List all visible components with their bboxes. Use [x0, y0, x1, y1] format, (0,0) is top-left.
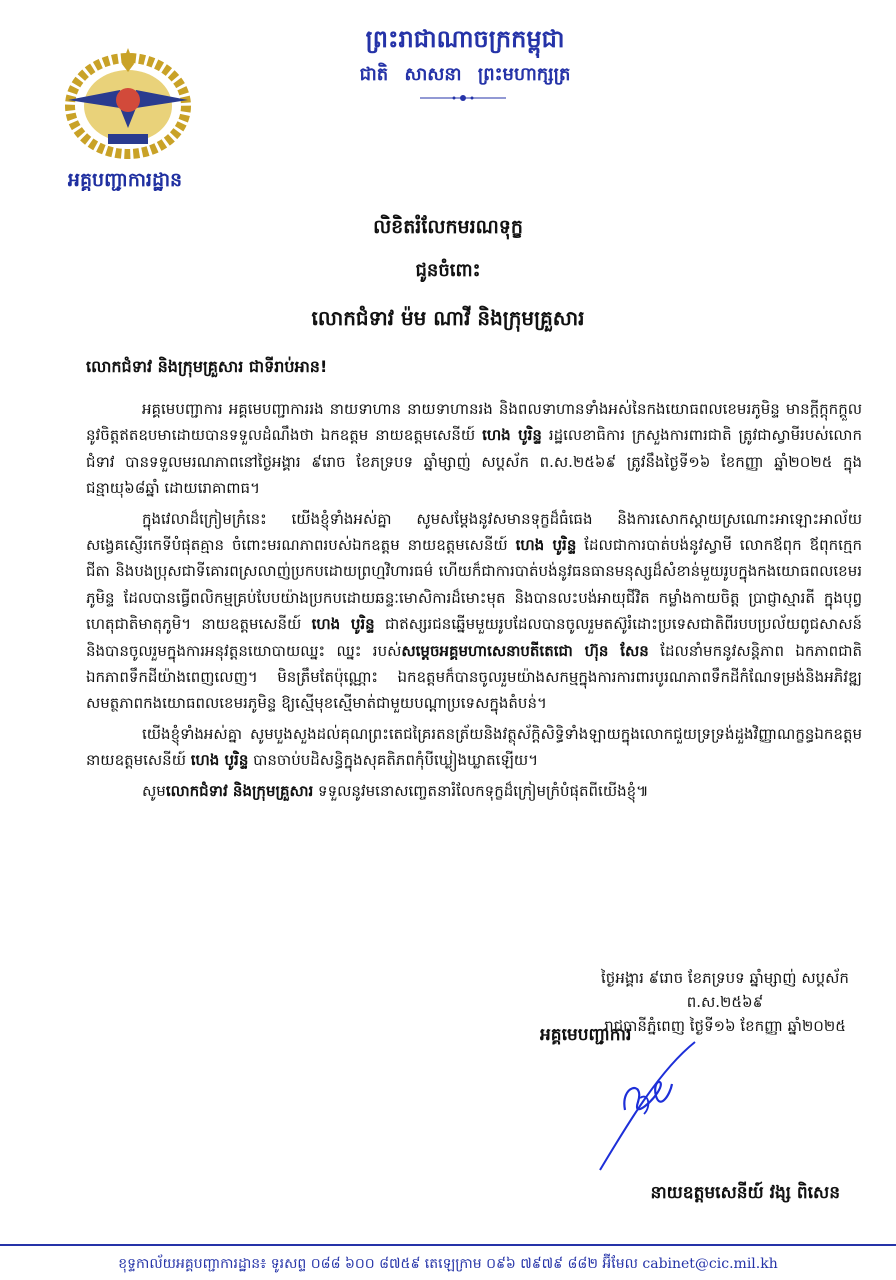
signer-title: អគ្គមេបញ្ជាការ	[540, 1025, 632, 1045]
handwritten-signature-icon	[560, 1040, 760, 1180]
prime-minister-name: សម្ដេចអគ្គមហាសេនាបតីតេជោ ហ៊ុន សែន	[401, 641, 649, 660]
letter-body	[86, 396, 862, 808]
kingdom-heading: ព្រះរាជាណាចក្រកម្ពុជា	[365, 24, 565, 53]
paragraph-2: ក្នុងវេលាដ៏ក្រៀមក្រំនេះ យើងខ្ញុំទាំងអស់គ្នា សូមសម្ដែងនូវសមានទុក្ខដ៏ធំធេង និងការសោកស្ដាយស្រណោះអាឡោះអាល័យ សង្វេគស្ញើរកេទីបំផុតគ្មាន ចំពោះមរណភាពរបស់ឯកឧត្ដម នាយឧត្ដមសេនីយ៍ ហេង បូរិន្ទ ដែលជាការបាត់បង់នូវស្វាមី លោកឪពុក ឪពុកក្មេក ជីតា និងបងប្រុសជាទីគោរពស្រលាញ់ប្រកបដោយព្រហ្មវិហារធម៌ ហើយក៏ជាការបាត់បង់នូវធនធានមនុស្សដ៏សំខាន់មួយរូបក្នុងកងយោធពលខេមរភូមិន្ទ ដែលបានធ្វើពលិកម្មគ្រប់បែបយ៉ាងប្រកបដោយឆន្ទៈមោសិការដ៏មោះមុត និងបានលះបង់អាយុជីវិត កម្លាំងកាយចិត្ត ប្រាជ្ញាស្មារតី ក្នុងបុព្វហេតុជាតិមាតុភូមិ។ នាយឧត្ដមសេនីយ៍ ហេង បូរិន្ទ ជាឥស្សរជនឆ្នើមមួយរូបដែលបានចូលរួមតស៊ូរំដោះប្រទេសជាតិពីរបបប្រល័យពូជសាសន៍ និងបានចូលរួមក្នុងការអនុវត្តនយោបាយឈ្នះ ឈ្នះ របស់សម្ដេចអគ្គមហាសេនាបតីតេជោ ហ៊ុន សែន ដែលនាំមកនូវសន្តិភាព ឯកភាពជាតិ ឯកភាពទឹកដីយ៉ាងពេញលេញ។ មិនត្រឹមតែប៉ុណ្ណោះ ឯកឧត្ដមក៏បានចូលរួមយ៉ាងសកម្មក្នុងការការពារបូរណភាពទឹកដីកំណែទម្រង់និងអភិវឌ្ឍសមត្ថភាពកងយោធពលខេមរភូមិន្ទ ឱ្យស្មើមុខស្មើមាត់ជាមួយបណ្ដាប្រទេសក្នុងតំបន់។	[86, 509, 863, 713]
ornament-divider-icon	[418, 90, 508, 106]
recipient-line: លោកជំទាវ ម៉ម ណាវី និងក្រុមគ្រួសារ	[311, 306, 585, 330]
hq-name: អគ្គបញ្ជាការដ្ឋាន	[67, 169, 183, 191]
to-label: ជូនចំពោះ	[415, 260, 481, 281]
signer-name: នាយឧត្តមសេនីយ៍ វង្ស ពិសេន	[650, 1183, 840, 1203]
solar-date: រាជធានីភ្នំពេញ ថ្ងៃទី១៦ ខែកញ្ញា ឆ្នាំ២០២៥	[604, 1017, 846, 1035]
national-motto: ជាតិ សាសនា ព្រះមហាក្សត្រ	[359, 64, 571, 85]
deceased-name: ហេង បូរិន្ទ	[515, 536, 577, 555]
recipient-emphasis: លោកជំទាវ និងក្រុមគ្រួសារ	[165, 781, 314, 800]
document-title: លិខិតរំលែកមរណទុក្ខ	[373, 216, 523, 238]
military-emblem-icon	[58, 42, 198, 160]
lunar-date: ថ្ងៃអង្គារ ៩រោច ខែភទ្របទ ឆ្នាំម្សាញ់ សប្តស័ក ព.ស.២៥៦៩	[601, 969, 849, 1011]
email-link[interactable]: cabinet@cic.mil.kh	[642, 1256, 778, 1272]
deceased-name: ហេង បូរិន្ទ	[482, 426, 542, 445]
footer-divider	[0, 1244, 896, 1246]
paragraph-3: យើងខ្ញុំទាំងអស់គ្នា សូមបួងសួងដល់គុណព្រះតេជគ្រៃរតនត្រ័យនិងវត្ថុស័ក្តិសិទ្ធិទាំងឡាយក្នុងលោកជួយទ្រទ្រង់ដួងវិញ្ញាណក្ខន្ធឯកឧត្ដម នាយឧត្ដមសេនីយ៍ ហេង បូរិន្ទ បានចាប់បដិសន្ធិក្នុងសុគតិភពកុំបីឃ្លៀងឃ្លាតឡើយ។	[86, 724, 862, 770]
salutation: លោកជំទាវ និងក្រុមគ្រួសារ ជាទីរាប់អាន!	[86, 357, 328, 376]
footer-contact: ខុទ្ទកាល័យអគ្គបញ្ជាការដ្ឋាន៖ ទូរសព្ទ ០៨៨ ៦០០ ៨៧៥៩ តេឡេក្រាម ០៩៦ ៧៩៧៩ ៨៨២ អ៊ីមែល cabinet@cic.mil.kh	[118, 1256, 778, 1272]
paragraph-1: អគ្គមេបញ្ជាការ អគ្គមេបញ្ជាការរង នាយទាហាន នាយទាហានរង និងពលទាហានទាំងអស់នៃកងយោធពលខេមរភូមិន្ទ មានក្ដីក្ដុកក្ដួលនូវចិត្តឥតឧបមាដោយបានទទួលដំណឹងថា ឯកឧត្ដម នាយឧត្ដមសេនីយ៍ ហេង បូរិន្ទ រដ្ឋលេខាធិការ ក្រសួងការពារជាតិ ត្រូវជាស្វាមីរបស់លោកជំទាវ បានទទួលមរណភាពនៅថ្ងៃអង្គារ ៩រោច ខែភទ្របទ ឆ្នាំម្សាញ់ សប្តស័ក ព.ស.២៥៦៩ ត្រូវនឹងថ្ងៃទី១៦ ខែកញ្ញា ឆ្នាំ២០២៥ ក្នុងជន្មាយុ៦៨ឆ្នាំ ដោយរោគាពាធ។	[86, 400, 862, 498]
deceased-name: ហេង បូរិន្ទ	[311, 615, 375, 634]
deceased-name: ហេង បូរិន្ទ	[190, 751, 249, 770]
paragraph-4: សូមលោកជំទាវ និងក្រុមគ្រួសារ ទទួលនូវមនោសញ្ចេតនារំលែកទុក្ខដ៏ក្រៀមក្រំបំផុតពីយើងខ្ញុំ៕	[142, 781, 649, 800]
